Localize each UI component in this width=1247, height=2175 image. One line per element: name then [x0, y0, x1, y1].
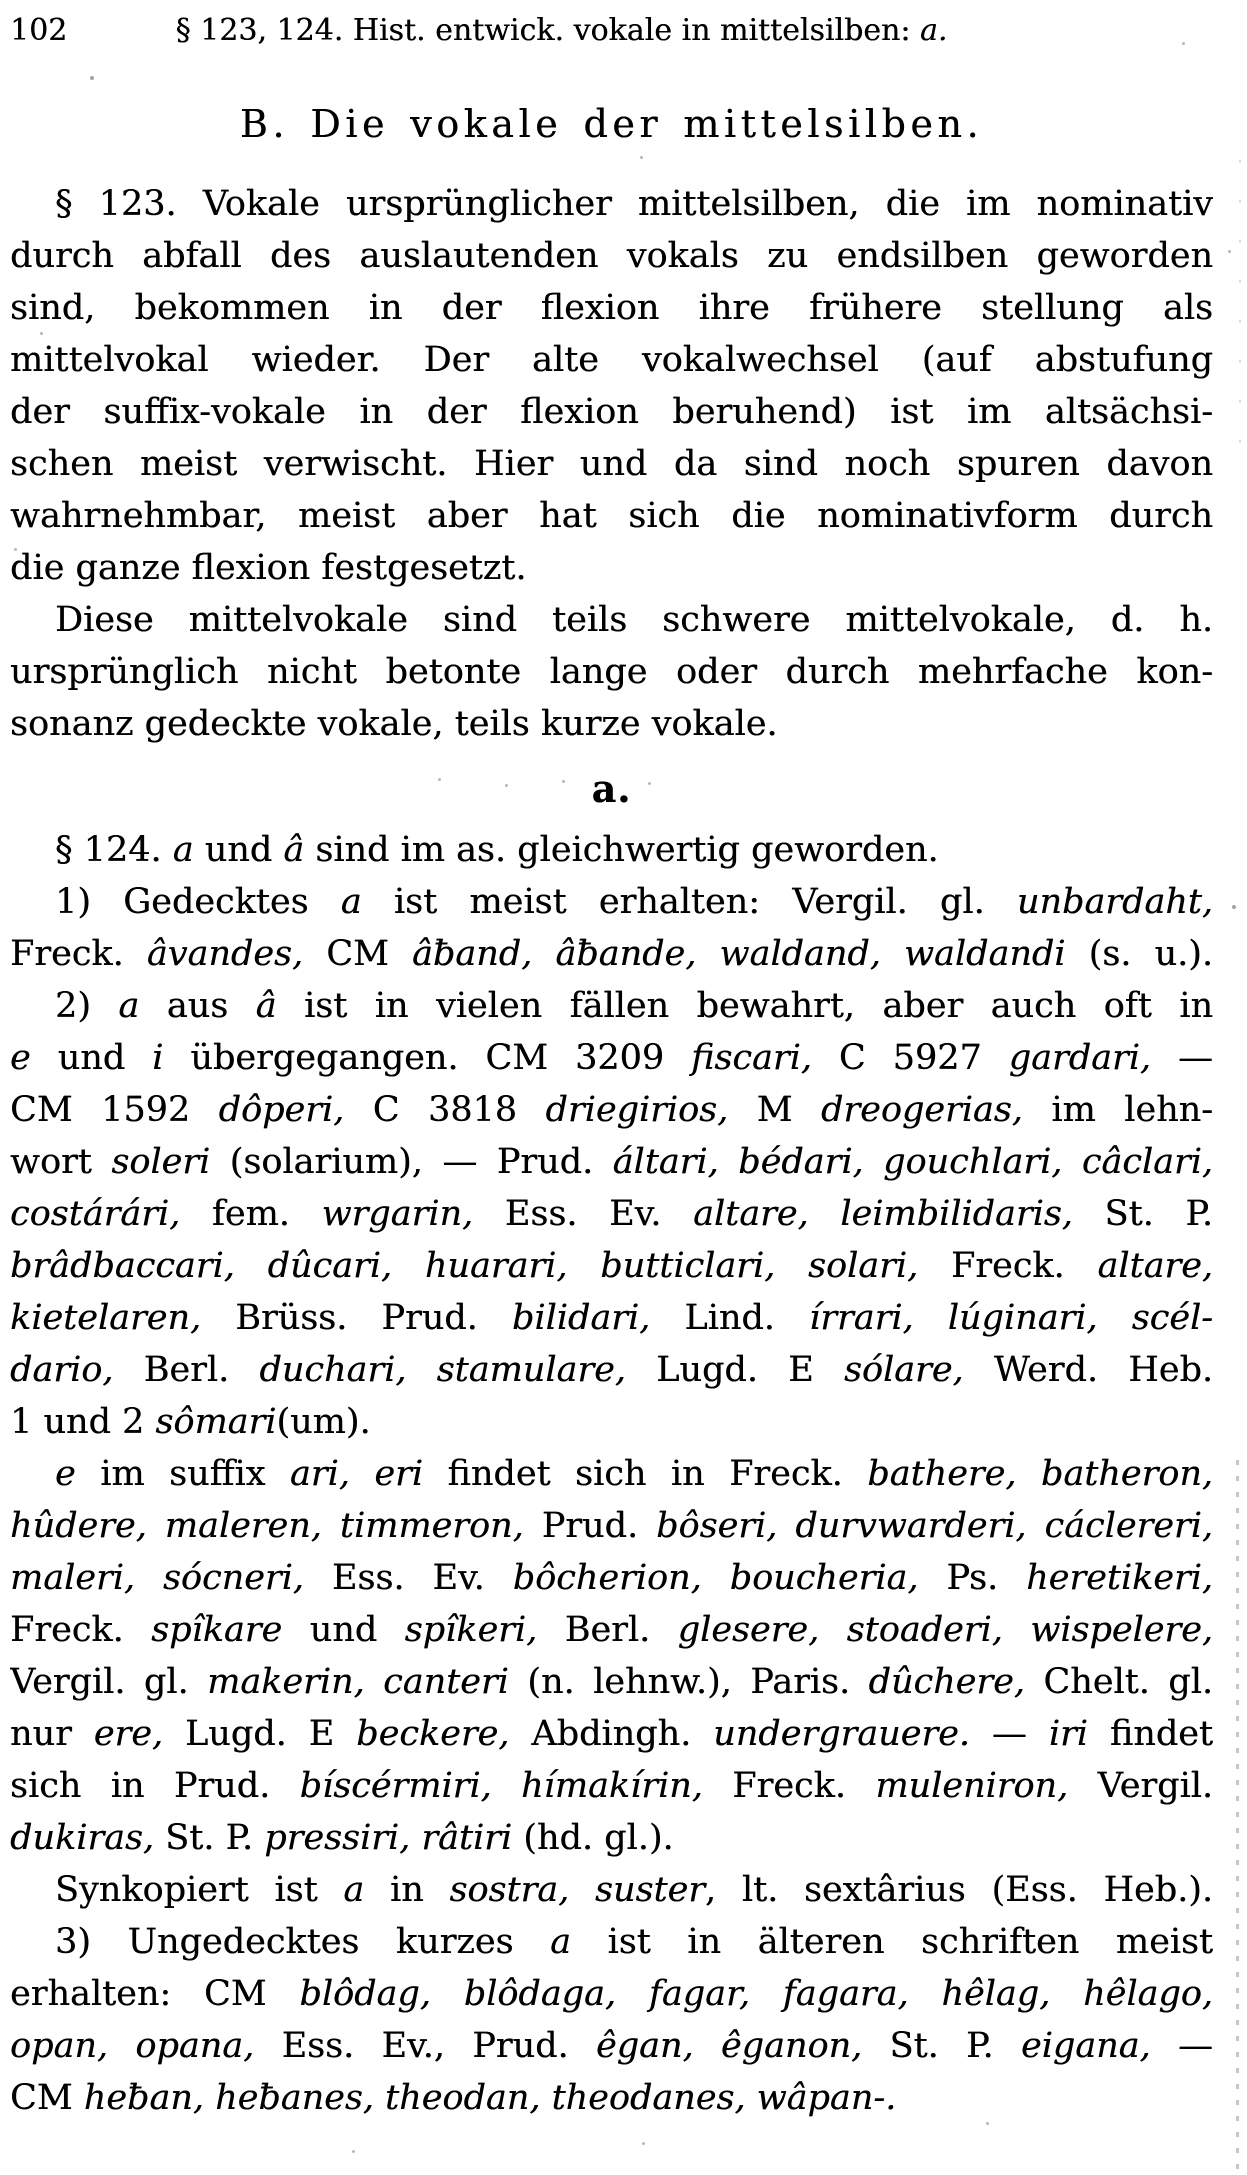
- text-segment: St. P.: [1072, 1194, 1213, 1234]
- paragraph-124-item-1: [10, 876, 1213, 980]
- italic-text-segment: bôcherion, boucheria,: [512, 1558, 919, 1598]
- text-line: [10, 1916, 1213, 1968]
- italic-text-segment: spîkare: [151, 1610, 283, 1650]
- italic-text-segment: hûdere, maleren, timmeron,: [10, 1506, 524, 1546]
- text-segment: Freck.: [10, 1610, 152, 1650]
- italic-text-segment: wrgarin,: [321, 1194, 474, 1234]
- italic-text-segment: muleniron,: [875, 1766, 1069, 1806]
- text-segment: [532, 934, 555, 974]
- scan-speck: [986, 2122, 989, 2125]
- text-line: [10, 1552, 1213, 1604]
- italic-text-segment: i: [152, 1038, 164, 1078]
- text-segment: (hd. gl.).: [512, 1818, 674, 1858]
- text-segment: findet: [1087, 1714, 1213, 1754]
- scan-speck: [1182, 42, 1185, 45]
- section-heading: B. Die vokale der mittelsilben.: [239, 102, 984, 146]
- scan-speck: [90, 76, 94, 80]
- text-line: [10, 178, 1213, 230]
- text-segment: St. P.: [154, 1818, 265, 1858]
- text-segment: Synkopiert ist: [55, 1870, 344, 1910]
- text-segment: sind im as. gleichwertig geworden.: [304, 830, 939, 870]
- page-number: 102: [10, 13, 68, 48]
- text-segment: Diese mittelvokale sind teils schwere mittelvokale, d. h.: [55, 600, 1213, 640]
- italic-text-segment: waldandi: [904, 934, 1066, 974]
- text-segment: und: [193, 830, 284, 870]
- italic-text-segment: gardari,: [1008, 1038, 1152, 1078]
- scan-speck: [1232, 905, 1236, 909]
- text-line: [10, 490, 1213, 542]
- text-segment: Prud.: [523, 1506, 657, 1546]
- text-segment: schen meist verwischt. Hier und da sind noch spuren davon: [10, 444, 1213, 484]
- text-segment: 1) Gedecktes: [55, 882, 341, 922]
- italic-text-segment: brâdbaccari, dûcari, huarari, butticlari, solari,: [10, 1246, 919, 1286]
- text-segment: und: [282, 1610, 405, 1650]
- text-line: [10, 1396, 1213, 1448]
- text-segment: Ps.: [918, 1558, 1027, 1598]
- text-segment: Ess. Ev.: [303, 1558, 513, 1598]
- text-line: [10, 230, 1213, 282]
- scan-speck: [505, 784, 508, 787]
- italic-text-segment: undergrauere.: [713, 1714, 970, 1754]
- text-segment: Berl.: [113, 1350, 260, 1390]
- italic-text-segment: altare, leimbilidaris,: [693, 1194, 1073, 1234]
- text-segment: wahrnehmbar, meist aber hat sich die nominativform durch: [10, 496, 1213, 536]
- italic-text-segment: heretikeri,: [1026, 1558, 1213, 1598]
- scan-speck: [40, 332, 43, 335]
- text-segment: fem.: [180, 1194, 322, 1234]
- text-line: [10, 1760, 1213, 1812]
- scan-speck: [352, 2150, 355, 2153]
- text-line: [10, 876, 1213, 928]
- italic-text-segment: driegirios,: [545, 1090, 729, 1130]
- italic-text-segment: iri: [1048, 1714, 1088, 1754]
- text-segment: die ganze flexion festgesetzt.: [10, 548, 527, 588]
- italic-text-segment: dûchere,: [868, 1662, 1025, 1702]
- text-segment: ist in älteren schriften meist: [570, 1922, 1213, 1962]
- italic-text-segment: ari, eri: [289, 1454, 423, 1494]
- text-segment: Lugd. E: [163, 1714, 357, 1754]
- text-segment: (s. u.).: [1065, 934, 1213, 974]
- text-segment: ursprünglich nicht betonte lange oder durch mehrfache kon-: [10, 652, 1213, 692]
- italic-text-segment: makerin, canteri: [207, 1662, 509, 1702]
- text-segment: Freck.: [10, 934, 147, 974]
- scan-speck: [438, 778, 441, 781]
- text-segment: 2): [55, 986, 119, 1026]
- italic-text-segment: altare,: [1097, 1246, 1213, 1286]
- italic-text-segment: írrari, lúginari, scél-: [809, 1298, 1213, 1338]
- text-segment: aus: [139, 986, 256, 1026]
- text-segment: —: [1151, 1038, 1213, 1078]
- text-line: [10, 1032, 1213, 1084]
- text-segment: Werd. Heb.: [963, 1350, 1213, 1390]
- text-line: [10, 928, 1213, 980]
- scan-edge-artifact: [1239, 160, 1241, 460]
- paragraph-124-intro: [10, 824, 1213, 876]
- text-segment: C 3818: [344, 1090, 546, 1130]
- italic-text-segment: âƀande,: [555, 934, 697, 974]
- italic-text-segment: soleri: [111, 1142, 211, 1182]
- text-segment: Lugd. E: [625, 1350, 844, 1390]
- subsection-heading-a: a.: [591, 766, 632, 811]
- paragraph-mittelvokale: [10, 594, 1213, 750]
- paragraph-123: [10, 178, 1213, 594]
- italic-text-segment: opan, opana,: [10, 2026, 255, 2066]
- text-line: [10, 1240, 1213, 1292]
- text-line: [10, 1708, 1213, 1760]
- text-segment: mittelvokal wieder. Der alte vokalwechsel (auf abstufung: [10, 340, 1213, 380]
- text-line: [10, 282, 1213, 334]
- italic-text-segment: e: [10, 1038, 31, 1078]
- text-line: [10, 1500, 1213, 1552]
- text-segment: M: [728, 1090, 821, 1130]
- italic-text-segment: sólare,: [843, 1350, 964, 1390]
- text-segment: , lt. sextârius (Ess. Heb.).: [704, 1870, 1213, 1910]
- italic-text-segment: bilidari,: [511, 1298, 651, 1338]
- paragraph-124-item-3: [10, 1916, 1213, 2124]
- text-line: [10, 1448, 1213, 1500]
- paragraph-124-e-suffix: [10, 1448, 1213, 1864]
- italic-text-segment: â: [255, 986, 277, 1026]
- italic-text-segment: eigana,: [1020, 2026, 1151, 2066]
- italic-text-segment: bôseri, durvwarderi, cáclereri,: [656, 1506, 1213, 1546]
- italic-text-segment: unbardaht,: [1016, 882, 1213, 922]
- italic-text-segment: spîkeri,: [404, 1610, 538, 1650]
- text-segment: Ess. Ev., Prud.: [254, 2026, 596, 2066]
- text-line: [10, 1136, 1213, 1188]
- paragraph-124-item-2: [10, 980, 1213, 1448]
- text-segment: sonanz gedeckte vokale, teils kurze vokale.: [10, 704, 778, 744]
- text-segment: im suffix: [75, 1454, 290, 1494]
- text-line: [10, 1604, 1213, 1656]
- italic-text-segment: heƀan, heƀanes, theodan, theodanes, wâpan-.: [83, 2078, 897, 2118]
- text-segment: (n. lehnw.), Paris.: [508, 1662, 869, 1702]
- text-line: [10, 334, 1213, 386]
- text-segment: CM: [10, 2078, 84, 2118]
- text-segment: Berl.: [537, 1610, 678, 1650]
- italic-text-segment: sômari: [155, 1402, 277, 1442]
- text-line: [10, 1968, 1213, 2020]
- text-segment: 3) Ungedecktes kurzes: [55, 1922, 551, 1962]
- italic-text-segment: a: [550, 1922, 571, 1962]
- text-segment: Freck.: [918, 1246, 1098, 1286]
- scan-speck: [648, 782, 651, 785]
- scan-speck: [14, 548, 17, 551]
- italic-text-segment: bathere, batheron,: [867, 1454, 1213, 1494]
- text-line: [10, 1812, 1213, 1864]
- italic-text-segment: glesere, stoaderi, wispelere,: [677, 1610, 1213, 1650]
- text-line: [10, 2072, 1213, 2124]
- text-line: [10, 1344, 1213, 1396]
- text-segment: erhalten: CM: [10, 1974, 300, 2014]
- text-segment: ist in vielen fällen bewahrt, aber auch oft in: [276, 986, 1213, 1026]
- italic-text-segment: a: [340, 882, 362, 922]
- text-segment: in: [364, 1870, 450, 1910]
- italic-text-segment: âƀand,: [412, 934, 533, 974]
- italic-text-segment: êgan, êganon,: [595, 2026, 863, 2066]
- italic-text-segment: duchari, stamulare,: [259, 1350, 626, 1390]
- text-segment: Vergil.: [1068, 1766, 1213, 1806]
- scan-edge-artifact: [1236, 1460, 1239, 2175]
- text-line: [10, 646, 1213, 698]
- text-segment: der suffix-vokale in der flexion beruhend) ist im altsächsi-: [10, 392, 1213, 432]
- text-segment: § 123, 124. Hist. entwick. vokale in mittelsilben:: [175, 13, 920, 48]
- text-segment: —: [969, 1714, 1049, 1754]
- text-segment: Ess. Ev.: [473, 1194, 694, 1234]
- scan-speck: [642, 2142, 645, 2145]
- italic-text-segment: costárári,: [10, 1194, 181, 1234]
- italic-text-segment: fiscari,: [691, 1038, 812, 1078]
- text-segment: CM 1592: [10, 1090, 219, 1130]
- text-line: [10, 1292, 1213, 1344]
- text-segment: wort: [10, 1142, 112, 1182]
- text-segment: Freck.: [702, 1766, 876, 1806]
- text-segment: St. P.: [862, 2026, 1021, 2066]
- text-segment: durch abfall des auslautenden vokals zu endsilben geworden: [10, 236, 1213, 276]
- text-line: [0, 12, 1163, 50]
- scan-speck: [1228, 250, 1231, 253]
- text-segment: übergegangen. CM 3209: [163, 1038, 692, 1078]
- running-header-text: [0, 12, 1163, 50]
- italic-text-segment: âvandes,: [146, 934, 304, 974]
- paragraph-124-synkopiert: [10, 1864, 1213, 1916]
- italic-text-segment: dukiras,: [10, 1818, 155, 1858]
- italic-text-segment: dôperi,: [218, 1090, 345, 1130]
- text-line: [10, 1084, 1213, 1136]
- text-segment: Abdingh.: [509, 1714, 714, 1754]
- text-line: [10, 386, 1213, 438]
- running-header: [10, 12, 1213, 50]
- text-segment: Brüss. Prud.: [201, 1298, 512, 1338]
- italic-text-segment: a: [118, 986, 140, 1026]
- text-line: [10, 1864, 1213, 1916]
- text-segment: sind, bekommen in der flexion ihre frühere stellung als: [10, 288, 1213, 328]
- text-line: [10, 438, 1213, 490]
- text-segment: Lind.: [650, 1298, 810, 1338]
- text-segment: findet sich in Freck.: [422, 1454, 868, 1494]
- text-line: [10, 1188, 1213, 1240]
- text-line: [10, 824, 1213, 876]
- italic-text-segment: pressiri, râtiri: [264, 1818, 513, 1858]
- text-segment: im lehn-: [1022, 1090, 1213, 1130]
- italic-text-segment: waldand,: [719, 934, 881, 974]
- text-segment: [696, 934, 719, 974]
- italic-text-segment: e: [55, 1454, 76, 1494]
- text-segment: 1 und 2: [10, 1402, 156, 1442]
- italic-text-segment: kietelaren,: [10, 1298, 202, 1338]
- text-segment: CM: [303, 934, 413, 974]
- italic-text-segment: áltari, bédari, gouchlari, câclari,: [612, 1142, 1213, 1182]
- italic-text-segment: â: [283, 830, 305, 870]
- italic-text-segment: dario,: [10, 1350, 114, 1390]
- text-segment: Chelt. gl.: [1024, 1662, 1213, 1702]
- text-segment: § 123. Vokale ursprünglicher mittelsilben, die im nominativ: [55, 184, 1213, 224]
- italic-text-segment: beckere,: [356, 1714, 510, 1754]
- text-segment: C 5927: [811, 1038, 1009, 1078]
- italic-text-segment: ere,: [93, 1714, 164, 1754]
- text-line: [10, 542, 1213, 594]
- text-line: [10, 698, 1213, 750]
- italic-text-segment: a: [343, 1870, 365, 1910]
- italic-text-segment: a: [172, 830, 194, 870]
- text-segment: —: [1150, 2026, 1213, 2066]
- italic-text-segment: bíscérmiri, hímakírin,: [299, 1766, 703, 1806]
- text-segment: § 124.: [55, 830, 173, 870]
- italic-text-segment: a.: [919, 13, 948, 48]
- text-line: [10, 1656, 1213, 1708]
- text-line: [10, 2020, 1213, 2072]
- text-segment: (solarium), — Prud.: [210, 1142, 613, 1182]
- text-line: [10, 980, 1213, 1032]
- text-segment: ist meist erhalten: Vergil. gl.: [361, 882, 1017, 922]
- italic-text-segment: sostra, suster: [449, 1870, 705, 1910]
- italic-text-segment: dreogerias,: [820, 1090, 1023, 1130]
- text-segment: (um).: [276, 1402, 371, 1442]
- text-segment: Vergil. gl.: [10, 1662, 208, 1702]
- scan-speck: [640, 156, 643, 159]
- scan-speck: [562, 780, 565, 783]
- text-segment: und: [30, 1038, 153, 1078]
- text-segment: [881, 934, 904, 974]
- text-segment: sich in Prud.: [10, 1766, 300, 1806]
- text-segment: nur: [10, 1714, 94, 1754]
- text-line: [10, 594, 1213, 646]
- italic-text-segment: blôdag, blôdaga, fagar, fagara, hêlag, hêlago,: [299, 1974, 1213, 2014]
- italic-text-segment: maleri, sócneri,: [10, 1558, 304, 1598]
- body-text: [10, 178, 1213, 2124]
